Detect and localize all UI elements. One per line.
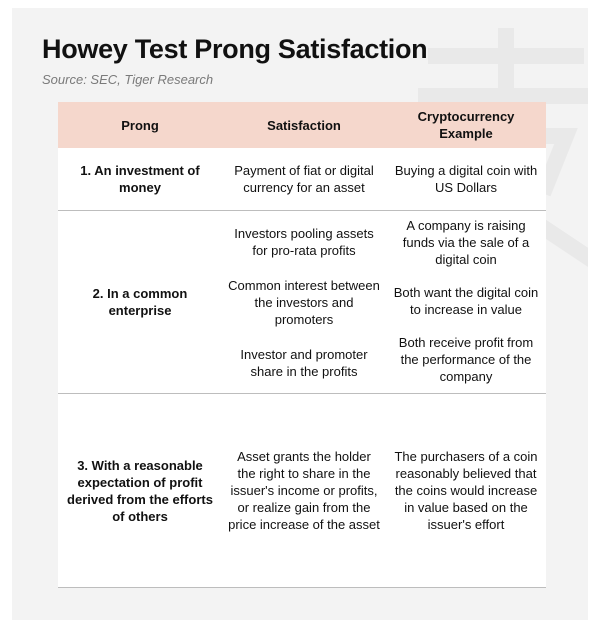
example-item: A company is raising funds via the sale of a digital coin (402, 218, 530, 267)
example-item: Both want the digital coin to increase in value (393, 285, 539, 317)
infographic-card (12, 8, 588, 620)
example-cell: The purchasers of a coin reasonably believed that the coins would increase in value based on the issuer's effort (394, 449, 538, 532)
page-title: Howey Test Prong Satisfaction (42, 34, 428, 64)
satisfaction-cell: Asset grants the holder the right to share in the issuer's income or profits, or realize gain from the price increase of the asset (228, 449, 380, 532)
satisfaction-cell (222, 211, 386, 393)
source-caption: Source: SEC, Tiger Research (42, 72, 214, 87)
satisfaction-item: Investors pooling assets for pro-rata profits (234, 226, 374, 258)
satisfaction-item: Common interest between the investors and promoters (228, 278, 380, 327)
prong-cell: 1. An investment of money (80, 163, 200, 195)
table-row (58, 148, 546, 211)
table-row (58, 211, 546, 394)
example-item: Both receive profit from the performance of the company (398, 335, 534, 384)
example-cell: Buying a digital coin with US Dollars (394, 163, 538, 195)
example-cell (386, 211, 546, 393)
column-header-example: Cryptocurrency Example (417, 109, 515, 141)
table-header-row (58, 102, 546, 148)
prong-label: 2. In a common enterprise (92, 286, 188, 318)
howey-test-table (58, 102, 546, 588)
satisfaction-item: Investor and promoter share in the profits (240, 347, 368, 379)
column-header-satisfaction: Satisfaction (267, 117, 341, 133)
column-header-prong: Prong (121, 117, 159, 133)
prong-cell (58, 211, 222, 393)
table-row (58, 394, 546, 588)
satisfaction-cell: Payment of fiat or digital currency for an asset (234, 163, 374, 195)
prong-cell: 3. With a reasonable expectation of profit derived from the efforts of others (67, 457, 213, 524)
